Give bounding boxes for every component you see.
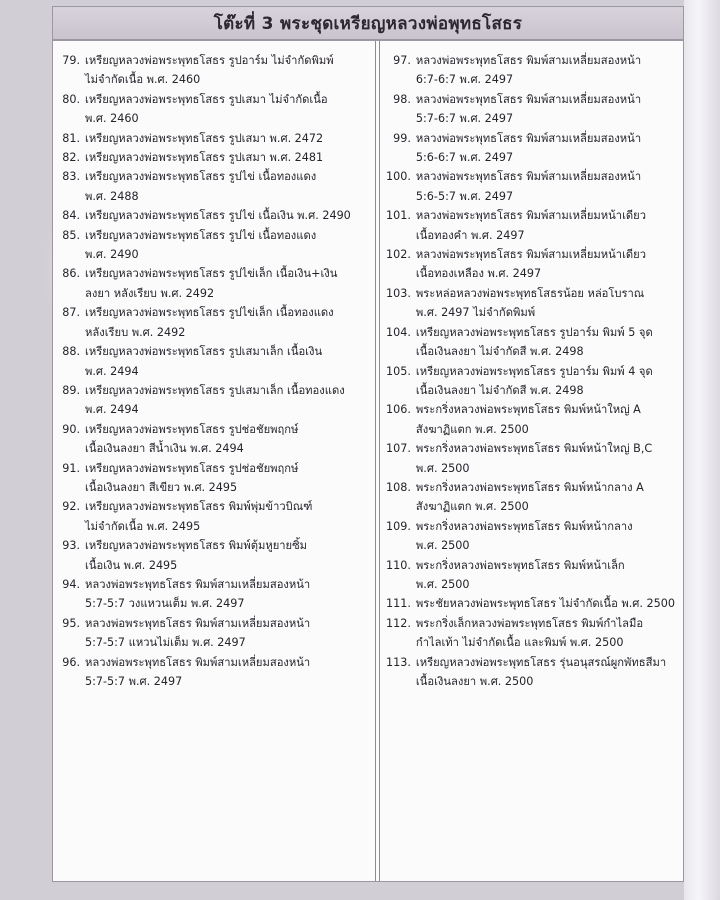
item-line: ลงยา หลังเรียบ พ.ศ. 2492 [85,286,215,300]
list-item [386,614,683,653]
list-item [57,129,375,148]
list-item [57,167,375,206]
item-line: พ.ศ. 2494 [85,364,139,378]
list-item [386,90,683,129]
item-number: 113. [386,655,411,669]
list-item [386,594,683,613]
item-text [85,459,375,498]
item-line: ไม่จำกัดเนื้อ พ.ศ. 2460 [85,73,201,87]
item-number: 93. [62,539,80,553]
item-line: ไม่จำกัดเนื้อ พ.ศ. 2495 [85,519,201,533]
item-number: 84. [62,209,80,223]
item-text [416,323,683,362]
item-text [416,206,683,245]
item-text [85,536,375,575]
item-text [416,556,683,595]
item-number: 82. [62,151,80,165]
item-line: 5:6-6:7 พ.ศ. 2497 [415,151,514,165]
item-line: เหรียญหลวงพ่อพระพุทธโสธร รูปเสมา ไม่จำกัดเนื้อ [85,92,328,106]
list-item [386,362,683,401]
list-item [57,653,375,692]
item-line: 5:7-5:7 วงแหวนเต็ม พ.ศ. 2497 [85,597,245,611]
item-line: หลวงพ่อพระพุทธโสธร พิมพ์สามเหลี่ยมสองหน้า [85,655,311,669]
item-number: 79. [62,54,80,67]
left-column [53,41,376,881]
item-text [85,167,375,206]
list-item [57,148,375,167]
item-line: เหรียญหลวงพ่อพระพุทธโสธร รูปไข่เล็ก เนื้อทองแดง [85,306,334,320]
item-line: 5:6-5:7 พ.ศ. 2497 [415,189,514,203]
item-text [85,575,375,614]
item-number: 96. [62,655,80,669]
item-number: 87. [62,306,80,320]
item-line: พระชัยหลวงพ่อพระพุทธโสธร ไม่จำกัดเนื้อ พ.ศ. 2500 [415,597,675,611]
item-line: 5:7-5:7 แหวนไม่เต็ม พ.ศ. 2497 [85,636,246,650]
list-item [386,400,683,439]
item-text [85,51,375,90]
item-number: 83. [62,170,80,184]
item-text [416,400,683,439]
list-item [57,206,375,225]
item-number: 103. [386,286,411,300]
book-spine [684,0,720,900]
item-line: หลวงพ่อพระพุทธโสธร พิมพ์สามเหลี่ยมสองหน้า [85,616,311,630]
item-line: พ.ศ. 2460 [85,112,139,126]
list-item [57,342,375,381]
item-number: 80. [62,92,80,106]
item-line: พระกริ่งหลวงพ่อพระพุทธโสธร พิมพ์หน้ากลาง [415,519,633,533]
item-line: หลวงพ่อพระพุทธโสธร พิมพ์สามเหลี่ยมสองหน้า [415,131,642,145]
list-item [57,303,375,342]
list-item [57,226,375,265]
item-number: 109. [386,519,411,533]
item-number: 81. [62,131,80,145]
item-line: สังฆาฏิแตก พ.ศ. 2500 [415,422,529,436]
item-line: เหรียญหลวงพ่อพระพุทธโสธร รูปช่อชัยพฤกษ์ [85,422,299,436]
item-text [416,614,683,653]
item-text [85,148,375,167]
item-line: เหรียญหลวงพ่อพระพุทธโสธร รูปไข่ เนื้อเงิน พ.ศ. 2490 [85,209,351,223]
list-item [386,556,683,595]
item-text [85,303,375,342]
item-line: เหรียญหลวงพ่อพระพุทธโสธร รูปเสมาเล็ก เนื้อทองแดง [85,383,345,397]
item-line: พ.ศ. 2500 [415,539,470,553]
item-text [85,342,375,381]
title-bar [52,6,684,40]
list-item [386,129,683,168]
list-item [386,653,683,692]
list-item [57,90,375,129]
item-number: 98. [393,92,411,106]
item-line: หลวงพ่อพระพุทธโสธร พิมพ์สามเหลี่ยมหน้าเดียว [415,248,647,262]
item-number: 90. [62,422,80,436]
item-line: กำไลเท้า ไม่จำกัดเนื้อ และพิมพ์ พ.ศ. 2500 [415,636,624,650]
list-item [386,245,683,284]
item-line: เนื้อเงิน พ.ศ. 2495 [85,558,178,572]
item-text [416,362,683,401]
list-item [57,264,375,303]
item-line: พ.ศ. 2497 ไม่จำกัดพิมพ์ [415,306,536,320]
item-line: เนื้อเงินลงยา สีน้ำเงิน พ.ศ. 2494 [85,442,244,456]
item-number: 92. [62,500,80,514]
item-number: 85. [62,228,80,242]
item-number: 86. [62,267,80,281]
item-text [85,497,375,536]
item-text [416,439,683,478]
item-line: สังฆาฏิแตก พ.ศ. 2500 [415,500,529,514]
item-line: เหรียญหลวงพ่อพระพุทธโสธร รูปอาร์ม พิมพ์ 4 จุด [415,364,653,378]
item-line: เหรียญหลวงพ่อพระพุทธโสธร รูปไข่ เนื้อทองแดง [85,228,317,242]
item-line: พ.ศ. 2500 [415,577,470,591]
item-line: เหรียญหลวงพ่อพระพุทธโสธร รูปอาร์ม ไม่จำกัดพิมพ์ [85,54,334,67]
item-text [85,90,375,129]
item-line: พ.ศ. 2500 [415,461,470,475]
item-line: เนื้อทองคำ พ.ศ. 2497 [415,228,525,242]
item-number: 102. [386,248,411,262]
item-number: 99. [393,131,411,145]
list-item [57,614,375,653]
list-item [386,51,683,90]
item-text [416,167,683,206]
item-number: 104. [386,325,411,339]
item-line: เนื้อเงินลงยา สีเขียว พ.ศ. 2495 [85,480,238,494]
list-item [386,439,683,478]
item-line: หลวงพ่อพระพุทธโสธร พิมพ์สามเหลี่ยมสองหน้า [415,170,642,184]
list-item [57,381,375,420]
list-item [386,167,683,206]
item-line: 5:7-5:7 พ.ศ. 2497 [85,675,183,688]
item-text [416,594,683,613]
item-line: พระหล่อหลวงพ่อพระพุทธโสธรน้อย หล่อโบราณ [415,286,645,300]
item-line: 6:7-6:7 พ.ศ. 2497 [415,73,514,87]
item-text [416,245,683,284]
item-text [416,129,683,168]
list-item [386,206,683,245]
item-number: 110. [386,558,411,572]
item-line: หลวงพ่อพระพุทธโสธร พิมพ์สามเหลี่ยมสองหน้า [415,92,642,106]
item-text [85,264,375,303]
content-table [52,40,684,882]
item-line: เหรียญหลวงพ่อพระพุทธโสธร รูปช่อชัยพฤกษ์ [85,461,299,475]
item-line: พระกริ่งหลวงพ่อพระพุทธโสธร พิมพ์หน้าใหญ่ A [415,403,641,417]
item-line: พระกริ่งเล็กหลวงพ่อพระพุทธโสธร พิมพ์กำไลมือ [415,616,644,630]
item-line: เหรียญหลวงพ่อพระพุทธโสธร รูปไข่เล็ก เนื้อเงิน+เงิน [85,267,338,281]
item-text [416,51,683,90]
item-line: พระกริ่งหลวงพ่อพระพุทธโสธร พิมพ์หน้ากลาง A [415,480,644,494]
item-line: หลวงพ่อพระพุทธโสธร พิมพ์สามเหลี่ยมสองหน้า [415,54,642,67]
item-line: พ.ศ. 2488 [85,189,139,203]
item-text [85,614,375,653]
item-text [416,478,683,517]
item-line: เหรียญหลวงพ่อพระพุทธโสธร รูปเสมา พ.ศ. 2472 [85,131,324,145]
list-item [57,420,375,459]
item-line: เหรียญหลวงพ่อพระพุทธโสธร รุ่นอนุสรณ์ผูกพัทธสีมา [415,655,667,669]
item-text [416,284,683,323]
item-line: หลังเรียบ พ.ศ. 2492 [85,325,186,339]
item-text [416,653,683,692]
item-number: 94. [62,577,80,591]
item-line: พระกริ่งหลวงพ่อพระพุทธโสธร พิมพ์หน้าใหญ่ B,C [415,442,653,456]
item-number: 100. [386,170,411,184]
item-number: 112. [386,616,411,630]
item-number: 97. [393,54,411,67]
item-text [85,206,375,225]
item-line: 5:7-6:7 พ.ศ. 2497 [415,112,514,126]
item-text [85,653,375,692]
list-item [386,284,683,323]
item-line: หลวงพ่อพระพุทธโสธร พิมพ์สามเหลี่ยมสองหน้า [85,577,311,591]
item-line: เนื้อเงินลงยา พ.ศ. 2500 [415,675,534,688]
item-line: เหรียญหลวงพ่อพระพุทธโสธร พิมพ์พุ่มข้าวบิณฑ์ [85,500,313,514]
item-text [85,420,375,459]
list-item [57,459,375,498]
item-number: 108. [386,480,411,494]
item-line: เหรียญหลวงพ่อพระพุทธโสธร รูปไข่ เนื้อทองแดง [85,170,317,184]
item-line: เนื้อทองเหลือง พ.ศ. 2497 [415,267,542,281]
item-number: 107. [386,442,411,456]
list-item [386,517,683,556]
list-item [57,51,375,90]
item-number: 101. [386,209,411,223]
page-title: โต๊ะที่ 3 พระชุดเหรียญหลวงพ่อพุทธโสธร [213,13,523,34]
list-item [57,536,375,575]
item-line: เหรียญหลวงพ่อพระพุทธโสธร พิมพ์ตุ้มหูยายซิ้ม [85,539,308,553]
item-number: 106. [386,403,411,417]
list-item [57,497,375,536]
item-line: เหรียญหลวงพ่อพระพุทธโสธร รูปเสมาเล็ก เนื้อเงิน [85,345,323,359]
item-text [416,517,683,556]
item-line: เหรียญหลวงพ่อพระพุทธโสธร รูปอาร์ม พิมพ์ 5 จุด [415,325,653,339]
item-line: พ.ศ. 2490 [85,248,139,262]
item-text [85,129,375,148]
item-number: 88. [62,345,80,359]
item-number: 105. [386,364,411,378]
item-text [416,90,683,129]
item-line: พระกริ่งหลวงพ่อพระพุทธโสธร พิมพ์หน้าเล็ก [415,558,625,572]
list-item [57,575,375,614]
list-item [386,323,683,362]
item-line: เนื้อเงินลงยา ไม่จำกัดสี พ.ศ. 2498 [415,383,584,397]
item-number: 95. [62,616,80,630]
item-line: เนื้อเงินลงยา ไม่จำกัดสี พ.ศ. 2498 [415,345,584,359]
item-number: 89. [62,383,80,397]
item-line: เหรียญหลวงพ่อพระพุทธโสธร รูปเสมา พ.ศ. 2481 [85,151,324,165]
list-item [386,478,683,517]
item-text [85,381,375,420]
item-line: หลวงพ่อพระพุทธโสธร พิมพ์สามเหลี่ยมหน้าเดียว [415,209,647,223]
item-number: 111. [386,597,411,611]
item-text [85,226,375,265]
right-column [380,41,683,881]
item-number: 91. [62,461,80,475]
item-line: พ.ศ. 2494 [85,403,139,417]
